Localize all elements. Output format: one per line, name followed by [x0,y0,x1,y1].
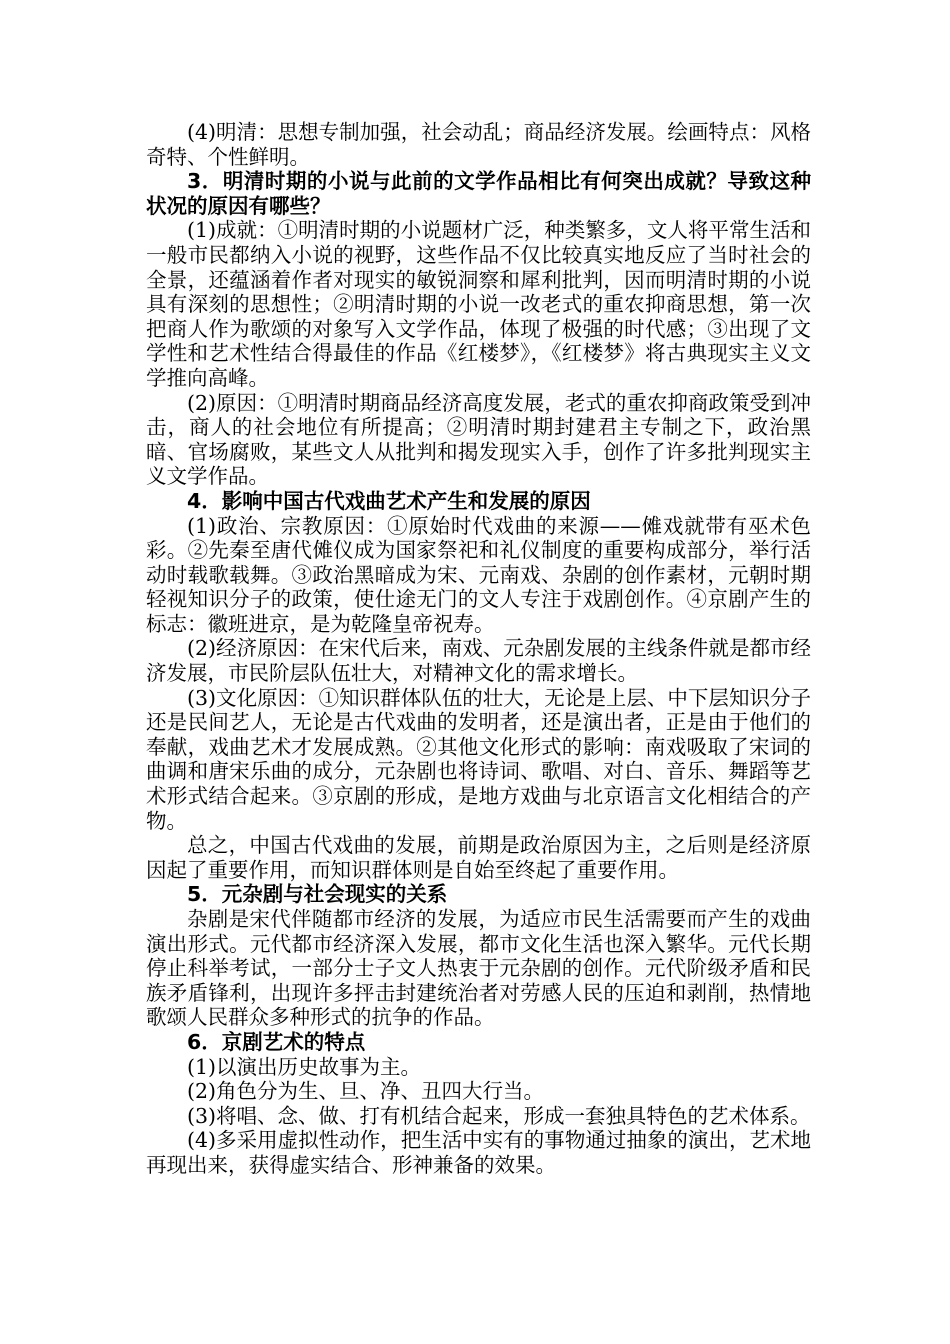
list-item-feature-4: (4)多采用虚拟性动作，把生活中实有的事物通过抽象的演出，艺术地再现出来，获得虚实结合、形神兼备的效果。 [146,1128,811,1177]
list-item-feature-1: (1)以演出历史故事为主。 [187,1054,422,1079]
paragraph-reasons: (2)原因：①明清时期商品经济高度发展，老式的重农抑商政策受到冲击，商人的社会地位有所提高；②明清时期封建君主专制之下，政治黑暗、官场腐败，某些文人从批判和揭发现实入手，创作了许多批判现实主义文学作品。 [146,390,811,489]
heading-3-ming-qing-novels: 3．明清时期的小说与此前的文学作品相比有何突出成就？导致这种状况的原因有哪些？ [146,169,811,218]
paragraph-zaju-reality: 杂剧是宋代伴随都市经济的发展，为适应市民生活需要而产生的戏曲演出形式。元代都市经济深入发展，都市文化生活也深入繁华。元代长期停止科举考试，一部分士子文人热衷于元杂剧的创作。元代阶级矛盾和民族矛盾锋利，出现许多抨击封建统治者对劳感人民的压迫和剥削，热情地歌颂人民群众多种形式的抗争的作品。 [146,907,811,1030]
paragraph-political-religious: (1)政治、宗教原因：①原始时代戏曲的来源——傩戏就带有巫术色彩。②先秦至唐代傩仪成为国家祭祀和礼仪制度的重要构成部分，举行活动时载歌载舞。③政治黑暗成为宋、元南戏、杂剧的创作素材，元朝时期轻视知识分子的政策，使仕途无门的文人专注于戏剧创作。④京剧产生的标志：徽班进京，是为乾隆皇帝祝寿。 [146,513,811,636]
list-item-feature-2: (2)角色分为生、旦、净、丑四大行当。 [187,1079,545,1104]
list-item-feature-3: (3)将唱、念、做、打有机结合起来，形成一套独具特色的艺术体系。 [187,1103,811,1128]
heading-4-opera-factors: 4．影响中国古代戏曲艺术产生和发展的原因 [187,488,591,513]
heading-5-yuan-zaju: 5．元杂剧与社会现实的关系 [187,882,448,907]
paragraph-cultural: (3)文化原因：①知识群体队伍的壮大，无论是上层、中下层知识分子还是民间艺人，无论是古代戏曲的发明者，还是演出者，正是由于他们的奉献，戏曲艺术才发展成熟。②其他文化形式的影响：南戏吸取了宋词的曲调和唐宋乐曲的成分，元杂剧也将诗词、歌唱、对白、音乐、舞蹈等艺术形式结合起来。③京剧的形成，是地方戏曲与北京语言文化相结合的产物。 [146,685,811,833]
paragraph-summary: 总之，中国古代戏曲的发展，前期是政治原因为主，之后则是经济原因起了重要作用，而知识群体则是自始至终起了重要作用。 [146,833,811,882]
heading-6-peking-opera: 6．京剧艺术的特点 [187,1029,366,1054]
paragraph-ming-qing-painting: (4)明清：思想专制加强，社会动乱；商品经济发展。绘画特点：风格奇特、个性鲜明。 [146,120,811,169]
paragraph-economic: (2)经济原因：在宋代后来，南戏、元杂剧发展的主线条件就是都市经济发展，市民阶层队伍壮大，对精神文化的需求增长。 [146,636,811,686]
paragraph-achievements: (1)成就：①明清时期的小说题材广泛，种类繁多，文人将平常生活和一般市民都纳入小说的视野，这些作品不仅比较真实地反应了当时社会的全景，还蕴涵着作者对现实的敏锐洞察和犀利批判，因而明清时期的小说具有深刻的思想性；②明清时期的小说一改老式的重农抑商思想，第一次把商人作为歌颂的对象写入文学作品，体现了极强的时代感；③出现了文学性和艺术性结合得最佳的作品《红楼梦》，《红楼梦》将古典现实主义文学推向高峰。 [146,218,811,390]
document-page [146,120,811,1178]
